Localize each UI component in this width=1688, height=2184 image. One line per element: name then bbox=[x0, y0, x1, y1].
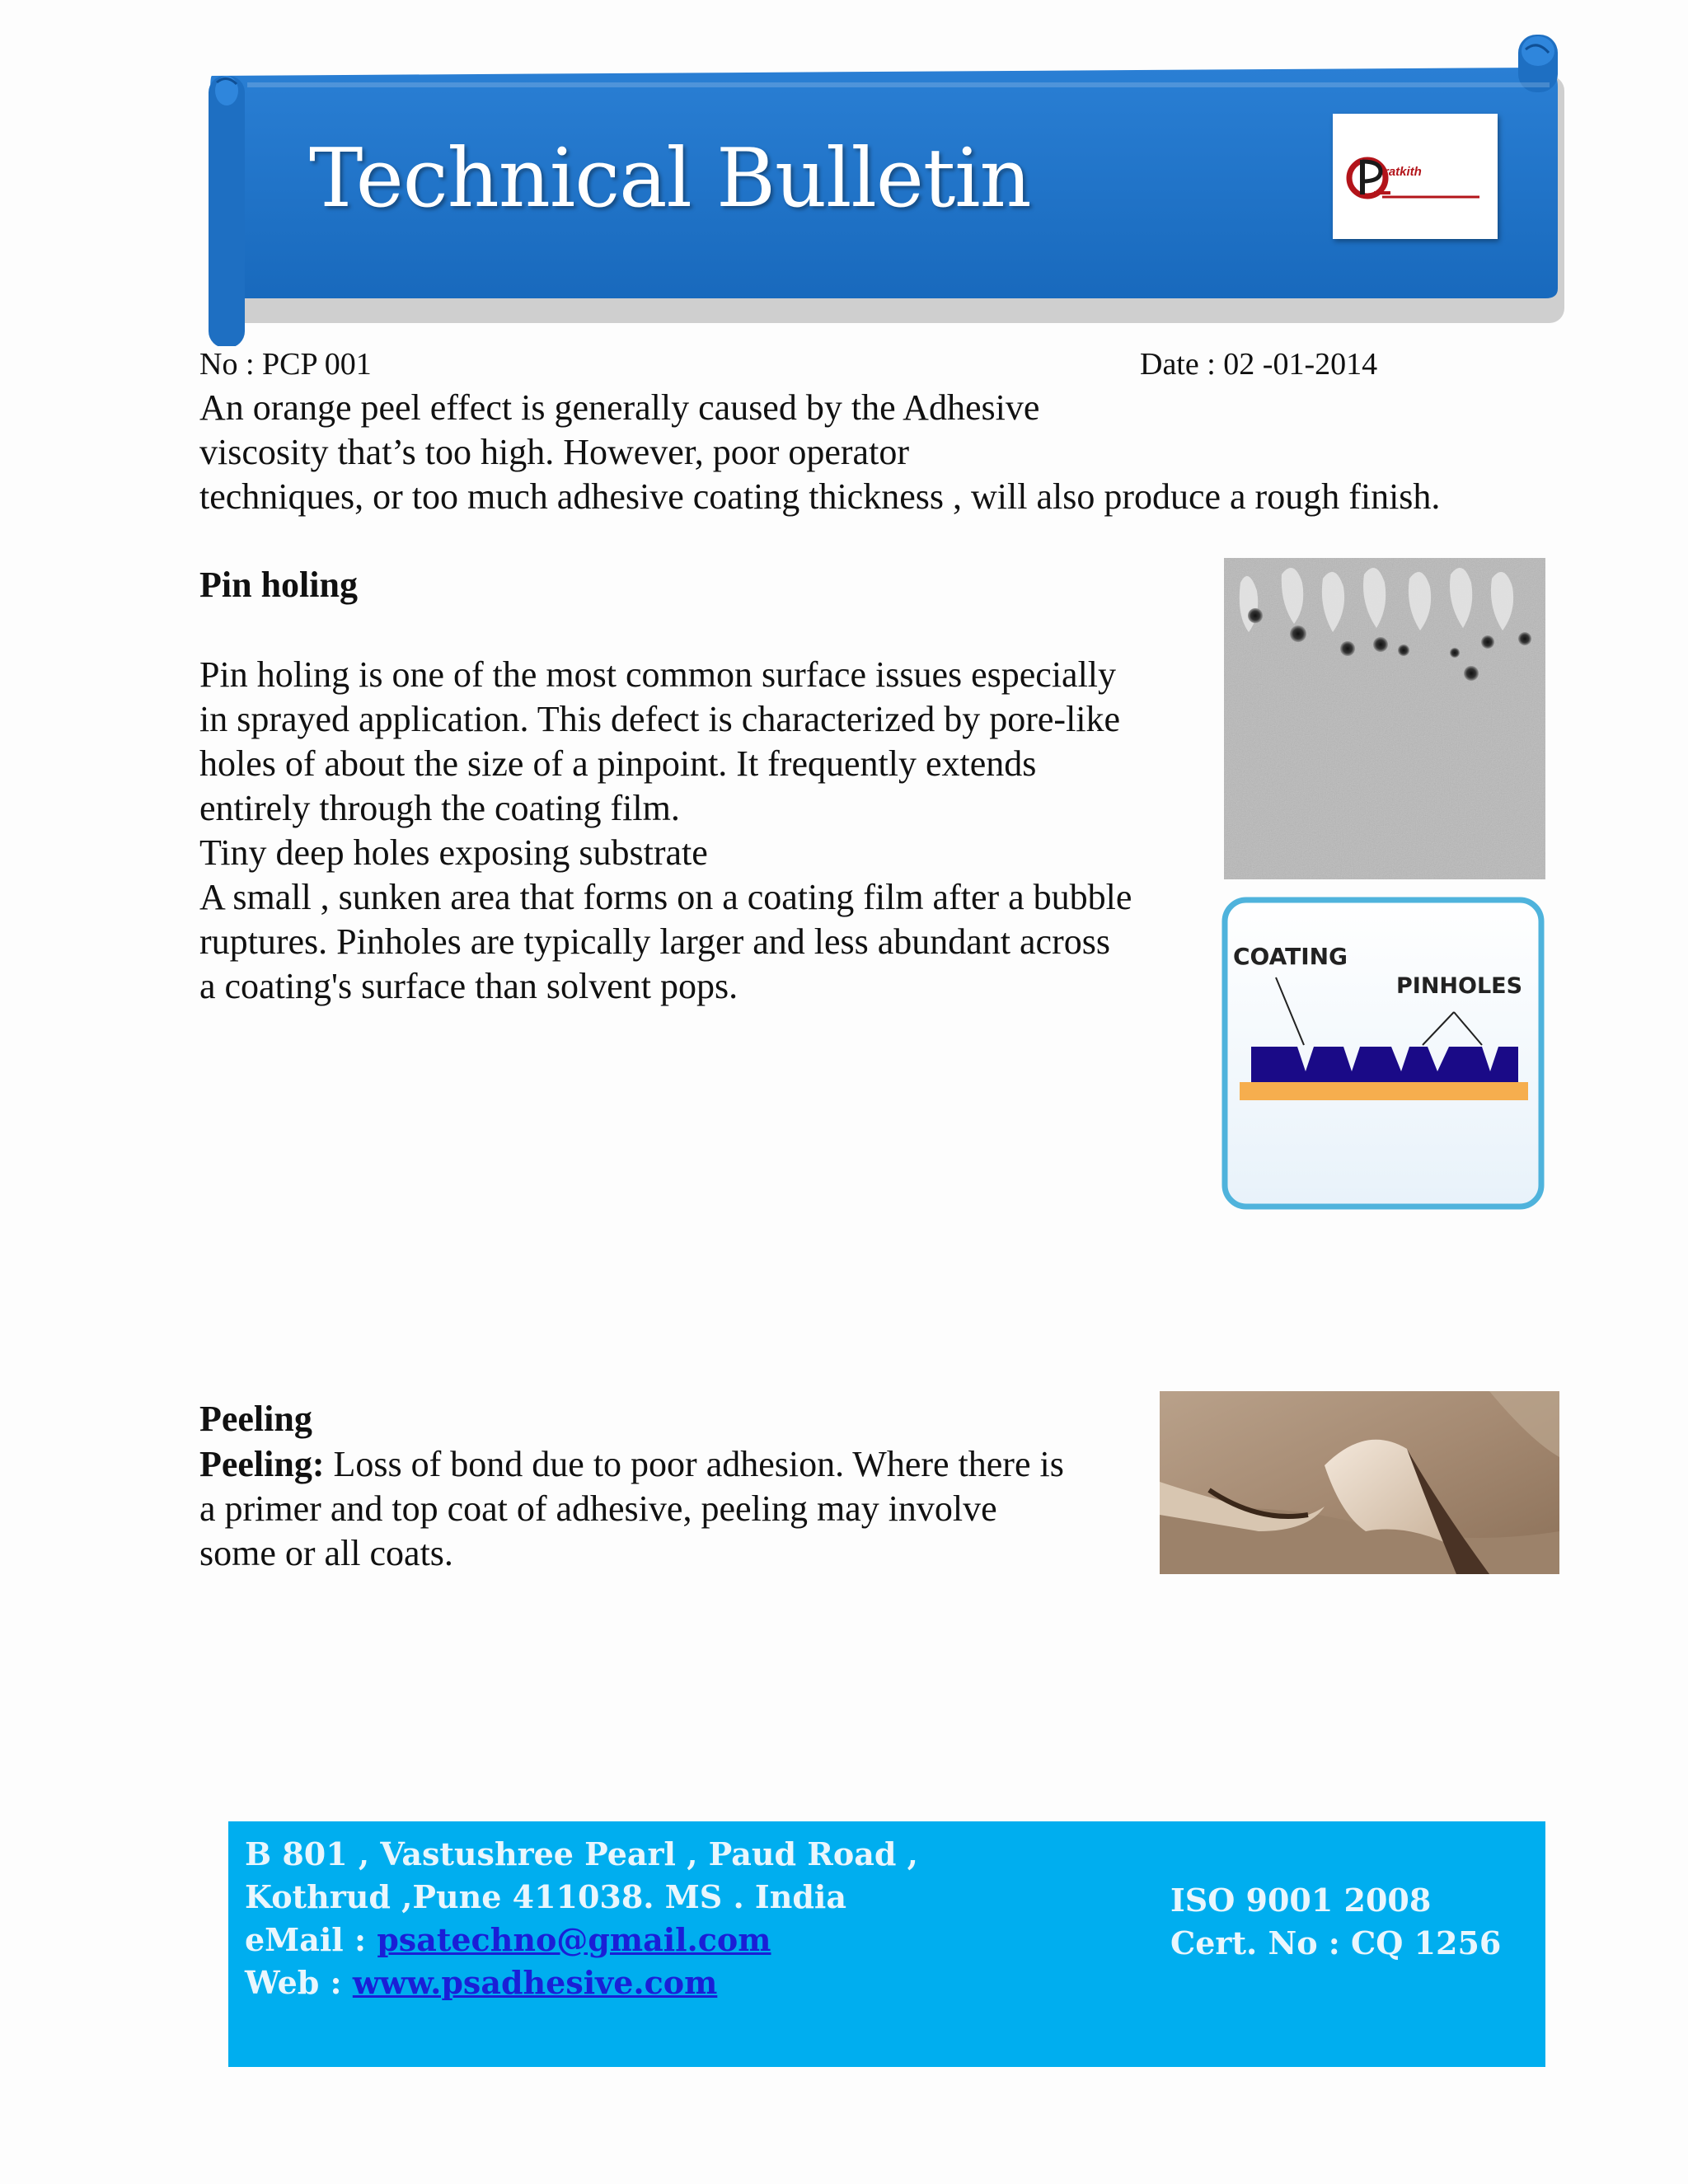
technical-bulletin-banner bbox=[202, 25, 1570, 346]
pin-holing-line: ruptures. Pinholes are typically larger and less abundant across bbox=[199, 921, 1110, 962]
certificate-number: Cert. No : CQ 1256 bbox=[1170, 1924, 1502, 1961]
logo-underline bbox=[1382, 193, 1481, 201]
pinhole-surface-photo bbox=[1224, 558, 1545, 879]
footer-address-line: B 801 , Vastushree Pearl , Paud Road , bbox=[245, 1835, 918, 1872]
company-logo bbox=[1333, 114, 1498, 239]
pin-holing-line: Pin holing is one of the most common surface issues especially bbox=[199, 654, 1117, 695]
peeling-line bbox=[199, 1442, 1064, 1487]
peeling-surface-photo bbox=[1160, 1391, 1559, 1574]
pin-holing-line: entirely through the coating film. bbox=[199, 788, 680, 828]
website-link[interactable]: www.psadhesive.com bbox=[352, 1964, 718, 2001]
peeling-line-text: Loss of bond due to poor adhesion. Where there is bbox=[324, 1444, 1064, 1484]
pin-holing-line: Tiny deep holes exposing substrate bbox=[199, 832, 708, 873]
web-label: Web : bbox=[245, 1964, 353, 2001]
iso-certification: ISO 9001 2008 bbox=[1170, 1882, 1432, 1919]
coating-label: COATING bbox=[1233, 943, 1348, 970]
pin-holing-heading: Pin holing bbox=[199, 565, 358, 605]
pinhole-diagram bbox=[1221, 897, 1545, 1210]
intro-line: An orange peel effect is generally caused by the Adhesive bbox=[199, 387, 1040, 428]
footer-address-line: Kothrud ,Pune 411038. MS . India bbox=[245, 1878, 846, 1915]
logo-text: ratkith bbox=[1384, 165, 1422, 179]
intro-line: techniques, or too much adhesive coating thickness , will also produce a rough finish. bbox=[199, 476, 1441, 517]
contact-footer bbox=[228, 1821, 1545, 2067]
pin-holing-line: a coating's surface than solvent pops. bbox=[199, 966, 738, 1006]
peeling-line: a primer and top coat of adhesive, peeling may involve bbox=[199, 1488, 997, 1529]
pin-holing-line: A small , sunken area that forms on a coating film after a bubble bbox=[199, 877, 1132, 917]
bulletin-number: No : PCP 001 bbox=[199, 347, 372, 382]
pin-holing-line: in sprayed application. This defect is characterized by pore-like bbox=[199, 699, 1121, 739]
peeling-line: some or all coats. bbox=[199, 1533, 453, 1573]
peeling-bold-lead: Peeling: bbox=[199, 1444, 325, 1484]
email-label: eMail : bbox=[245, 1921, 377, 1958]
bulletin-date: Date : 02 -01-2014 bbox=[1140, 347, 1378, 382]
footer-email-row bbox=[245, 1919, 771, 1961]
pinholes-label: PINHOLES bbox=[1396, 973, 1523, 999]
pin-holing-line: holes of about the size of a pinpoint. It frequently extends bbox=[199, 743, 1037, 784]
footer-web-row bbox=[245, 1961, 717, 2004]
peeling-heading: Peeling bbox=[199, 1399, 312, 1439]
intro-line: viscosity that’s too high. However, poor operator bbox=[199, 432, 909, 472]
banner-title: Technical Bulletin bbox=[309, 132, 1031, 226]
email-link[interactable]: psatechno@gmail.com bbox=[377, 1921, 771, 1958]
